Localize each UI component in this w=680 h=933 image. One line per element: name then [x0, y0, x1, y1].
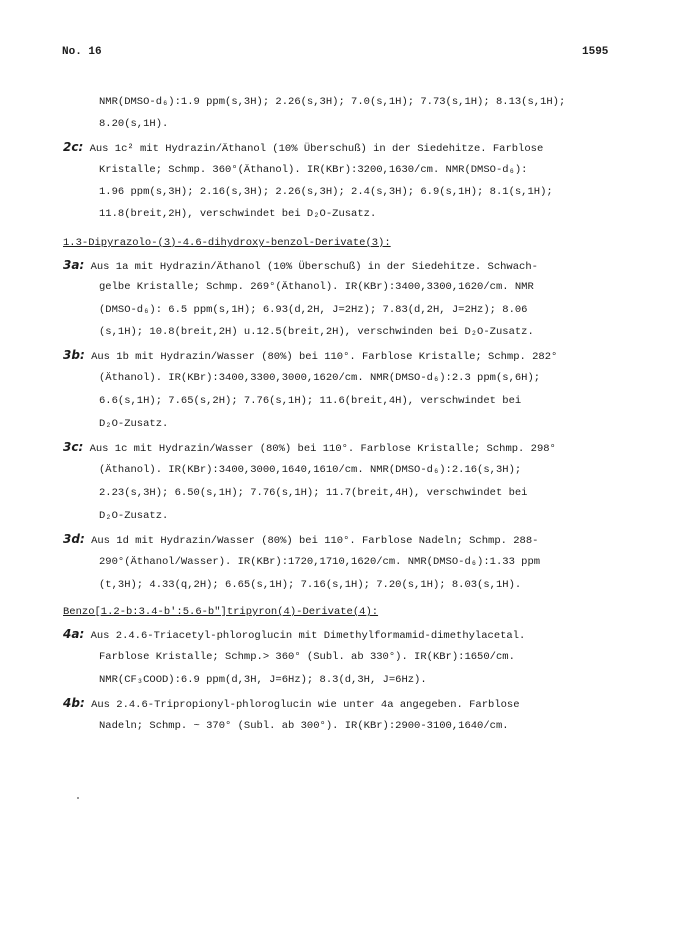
compound-label: 2c:: [63, 140, 84, 154]
compound-label: 3c:: [63, 440, 84, 454]
text-line: (t,3H); 4.33(q,2H); 6.65(s,1H); 7.16(s,1H); 7.20(s,1H); 8.03(s,1H).: [99, 579, 522, 591]
text-line: NMR(CF₃COOD):6.9 ppm(d,3H, J=6Hz); 8.3(d,3H, J=6Hz).: [99, 674, 427, 686]
text-line: (s,1H); 10.8(breit,2H) u.12.5(breit,2H), verschwinden bei D₂O-Zusatz.: [99, 326, 534, 338]
compound-entry-4b: 4b: Aus 2.4.6-Tripropionyl-phloroglucin wie unter 4a angegeben. Farblose: [63, 696, 520, 711]
compound-label: 3a:: [63, 258, 85, 272]
compound-entry-2c: 2c: Aus 1c² mit Hydrazin/Äthanol (10% Überschuß) in der Siedehitze. Farblose: [63, 140, 544, 155]
journal-issue-number: No. 16: [62, 46, 102, 58]
text-line: 8.20(s,1H).: [99, 118, 169, 130]
compound-entry-3b: 3b: Aus 1b mit Hydrazin/Wasser (80%) bei 110°. Farblose Kristalle; Schmp. 282°: [63, 348, 558, 363]
text-line: 6.6(s,1H); 7.65(s,2H); 7.76(s,1H); 11.6(breit,4H), verschwindet bei: [99, 395, 522, 407]
compound-label: 3b:: [63, 348, 85, 362]
text-line: 290°(Äthanol/Wasser). IR(KBr):1720,1710,1620/cm. NMR(DMSO-d₆):1.33 ppm: [99, 556, 541, 568]
compound-entry-3c: 3c: Aus 1c mit Hydrazin/Wasser (80%) bei 110°. Farblose Kristalle; Schmp. 298°: [63, 440, 556, 455]
text-line: Kristalle; Schmp. 360°(Äthanol). IR(KBr):3200,1630/cm. NMR(DMSO-d₆):: [99, 164, 528, 176]
compound-label: 3d:: [63, 532, 85, 546]
text-line: 11.8(breit,2H), verschwindet bei D₂O-Zusatz.: [99, 208, 377, 220]
text-line: 2.23(s,3H); 6.50(s,1H); 7.76(s,1H); 11.7(breit,4H), verschwindet bei: [99, 487, 528, 499]
text-line: Farblose Kristalle; Schmp.> 360° (Subl. ab 330°). IR(KBr):1650/cm.: [99, 651, 515, 663]
compound-entry-3a: 3a: Aus 1a mit Hydrazin/Äthanol (10% Überschuß) in der Siedehitze. Schwach-: [63, 258, 538, 273]
text-line: gelbe Kristalle; Schmp. 269°(Äthanol). IR(KBr):3400,3300,1620/cm. NMR: [99, 281, 534, 293]
compound-label: 4b:: [63, 696, 85, 710]
text-line: (Äthanol). IR(KBr):3400,3000,1640,1610/cm. NMR(DMSO-d₆):2.16(s,3H);: [99, 464, 522, 476]
stray-ink-dot: [77, 797, 79, 799]
text-line: (Äthanol). IR(KBr):3400,3300,3000,1620/cm. NMR(DMSO-d₆):2.3 ppm(s,6H);: [99, 372, 541, 384]
text-line: (DMSO-d₆): 6.5 ppm(s,1H); 6.93(d,2H, J=2Hz); 7.83(d,2H, J=2Hz); 8.06: [99, 304, 528, 316]
compound-entry-3d: 3d: Aus 1d mit Hydrazin/Wasser (80%) bei 110°. Farblose Nadeln; Schmp. 288-: [63, 532, 539, 547]
text-line: NMR(DMSO-d₆):1.9 ppm(s,3H); 2.26(s,3H); 7.0(s,1H); 7.73(s,1H); 8.13(s,1H);: [99, 96, 566, 108]
page-number: 1595: [582, 46, 609, 58]
text-line: D₂O-Zusatz.: [99, 418, 169, 430]
section-heading-3: 1.3-Dipyrazolo-(3)-4.6-dihydroxy-benzol-Derivate(3):: [63, 237, 391, 249]
compound-entry-4a: 4a: Aus 2.4.6-Triacetyl-phloroglucin mit Dimethylformamid-dimethylacetal.: [63, 627, 526, 642]
text-line: 1.96 ppm(s,3H); 2.16(s,3H); 2.26(s,3H); 2.4(s,3H); 6.9(s,1H); 8.1(s,1H);: [99, 186, 553, 198]
section-heading-4: Benzo[1.2-b:3.4-b':5.6-b"]tripyron(4)-Derivate(4):: [63, 606, 379, 618]
text-line: D₂O-Zusatz.: [99, 510, 169, 522]
text-line: Nadeln; Schmp. ~ 370° (Subl. ab 300°). IR(KBr):2900-3100,1640/cm.: [99, 720, 509, 732]
compound-label: 4a:: [63, 627, 85, 641]
